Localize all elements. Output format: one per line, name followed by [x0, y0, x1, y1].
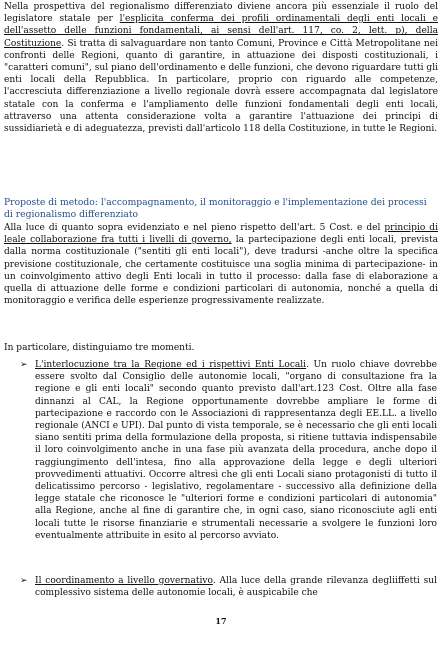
method-text-start: Alla luce di quanto sopra evidenziato e nel pieno rispetto dell'art. 5 Cost. e del — [4, 223, 385, 233]
method-paragraph — [4, 222, 438, 307]
collaboration-principle-link[interactable]: principio di leale collaborazione fra tutti i livelli di governo, — [4, 223, 438, 246]
three-moments-paragraph: In particolare, distinguiamo tre momenti. — [4, 343, 195, 353]
bullet-item-coordination — [35, 575, 437, 599]
arrow-bullet-icon: ➢ — [20, 360, 28, 370]
constitution-reference-link[interactable]: l'esplicita conferma dei profili ordinamentali degli enti locali e dell'assetto delle funzioni fondamentali, ai sensi dell'art. 117, co. 2, lett. p), della Costituzione — [4, 14, 438, 49]
bullet-title-interlocution[interactable]: L'interlocuzione tra la Regione ed i rispettivi Enti Locali — [35, 360, 307, 370]
bullet-item-interlocution — [35, 359, 437, 542]
bullet-title-coordination[interactable]: Il coordinamento a livello governativo — [35, 576, 213, 586]
intro-text-start: Nella prospettiva del regionalismo differenziato diviene ancora più essenziale il ruolo del legislatore statale per — [4, 2, 438, 25]
intro-text-end: . Si tratta di salvaguardare non tanto Comuni, Province e Città Metropolitane nei confronti delle Regioni, quanto di garantire, in attuazione dei disposti costituzionali, i "caratteri comuni", sul piano dell'ordinamento e delle funzioni, che devono riguardare tutti gli enti locali della Repubblica. In particolare, proprio con riguardo alle competenze, l'accresciuta differenziazione a livello regionale dovrà essere accompagnata dal legislatore statale con la conferma e l'ampliamento delle funzioni fondamentali degli enti locali, attraverso una attenta considerazione volta a garantire l'attuazione dei principi di sussidiarietà e di adeguatezza, previsti dall'articolo 118 della Costituzione, in tutte le Regioni. — [4, 38, 438, 135]
arrow-bullet-icon: ➢ — [20, 576, 28, 586]
intro-paragraph — [4, 1, 438, 135]
method-text-end: la partecipazione degli enti locali, prevista dalla norma costituzionale ("sentiti gli enti locali"), deve tradursi -anche oltre la specifica previsione costituzionale, che certamente costituisce una soglia minima di partecipazione- in un coinvolgimento attivo degli Enti locali in tutto il processo: dalla fase di elaborazione a quella di attuazione delle forme e condizioni particolari di autonomia, nonché a quella di monitoraggio e verifica delle esperienze progressivamente realizzate. — [4, 235, 439, 307]
bullet-text-interlocution: . Un ruolo chiave dovrebbe essere svolto dal Consiglio delle autonomie locali, "organo di consultazione fra la regione e gli enti locali" secondo quanto previsto dall'art.123 Cost. Oltre alla fase dinnanzi al CAL, la Regione opportunamente dovrebbe ampliare le forme di partecipazione e raccordo con le Associazioni di rappresentanza degli EE.LL. a livello regionale (ANCI e UPI). Dal punto di vista temporale, se è necessario che gli enti locali siano sentiti prima della formulazione della proposta, si ritiene tuttavia indispensabile il loro coinvolgimento anche in una fase più avanzata della procedura, anche dopo il raggiungimento dell'intesa, fino alla approvazione della legge e degli ulteriori provvedimenti attuativi. Occorre altresì che gli enti Locali siano protagonisti di tutto il delicatissimo percorso - legislativo, regolamentare - successivo alla definizione della legge statale che riconosce le "ulteriori forme e condizioni particolari di autonomia" alla Regione, anche al fine di garantire che, in ogni caso, siano riconosciute agli enti locali tutte le risorse finanziarie e strumentali necessarie a svolgere le funzioni loro eventualmente attribuite in esito al percorso avviato. — [35, 360, 437, 541]
section-heading: Proposte di metodo: l'accompagnamento, il monitoraggio e l'implementazione dei processi di regionalismo differenziato — [4, 197, 427, 221]
page-number: 17 — [215, 616, 227, 626]
bullet-text-coordination: . Alla luce della grande rilevanza degliiffetti sul complessivo sistema delle autonomie locali, è auspicabile che — [35, 576, 437, 599]
